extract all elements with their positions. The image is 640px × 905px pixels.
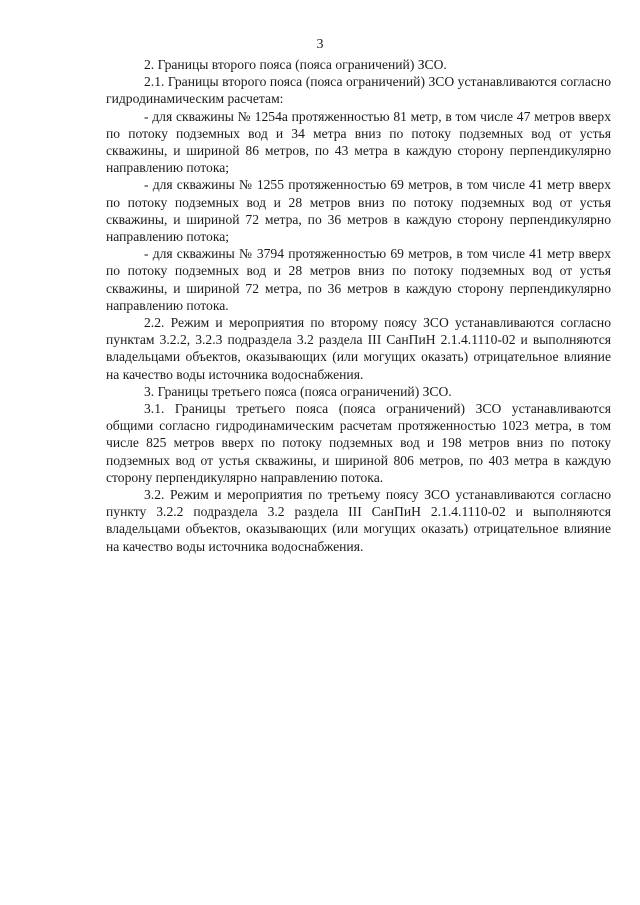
list-item-well-1254a: - для скважины № 1254а протяженностью 81 метр, в том числе 47 метров вверх по потоку подземных вод и 34 метра вниз по потоку подземных вод от устья скважины, и шириной 86 метров, по 43 метра в каждую сторону перпендикулярно направлению потока; (106, 108, 611, 176)
section-2-heading: 2. Границы второго пояса (пояса ограничений) ЗСО. (144, 57, 447, 72)
paragraph-3-2: 3.2. Режим и мероприятия по третьему поясу ЗСО устанавливаются согласно пункту 3.2.2 подраздела 3.2 раздела III СанПиН 2.1.4.1110-02 и выполняются владельцами объектов, оказывающих (или могущих оказать) отрицательное влияние на качество воды источника водоснабжения. (106, 487, 611, 554)
paragraph-2-2: 2.2. Режим и мероприятия по второму поясу ЗСО устанавливаются согласно пунктам 3.2.2, 3.2.3 подраздела 3.2 раздела III СанПиН 2.1.4.1110-02 и выполняются владельцами объектов, оказывающих (или могущих оказать) отрицательное влияние на качество воды источника водоснабжения. (106, 315, 611, 382)
page-number: 3 (316, 37, 324, 52)
document-body (106, 56, 611, 555)
paragraph-3-1: 3.1. Границы третьего пояса (пояса ограничений) ЗСО устанавливаются общими согласно гидродинамическим расчетам протяженностью 1023 метра, в том числе 825 метров вверх по потоку подземных вод и 198 метров вниз по потоку подземных вод от устья скважины, и шириной 806 метров, по 403 метра в каждую сторону перпендикулярно направлению потока. (106, 401, 611, 485)
section-3-heading: 3. Границы третьего пояса (пояса ограничений) ЗСО. (144, 383, 452, 399)
list-item-well-3794: - для скважины № 3794 протяженностью 69 метров, в том числе 41 метр вверх по потоку подземных вод и 28 метров вниз по потоку подземных вод от устья скважины, и шириной 72 метра, по 36 метров в каждую сторону перпендикулярно направлению потока. (106, 246, 611, 313)
list-item-well-1255: - для скважины № 1255 протяженностью 69 метров, в том числе 41 метр вверх по потоку подземных вод и 28 метров вниз по потоку подземных вод от устья скважины, и шириной 72 метра, по 36 метров в каждую сторону перпендикулярно направлению потока; (106, 177, 611, 245)
paragraph-2-1: 2.1. Границы второго пояса (пояса ограничений) ЗСО устанавливаются согласно гидродинамическим расчетам: (106, 74, 611, 107)
